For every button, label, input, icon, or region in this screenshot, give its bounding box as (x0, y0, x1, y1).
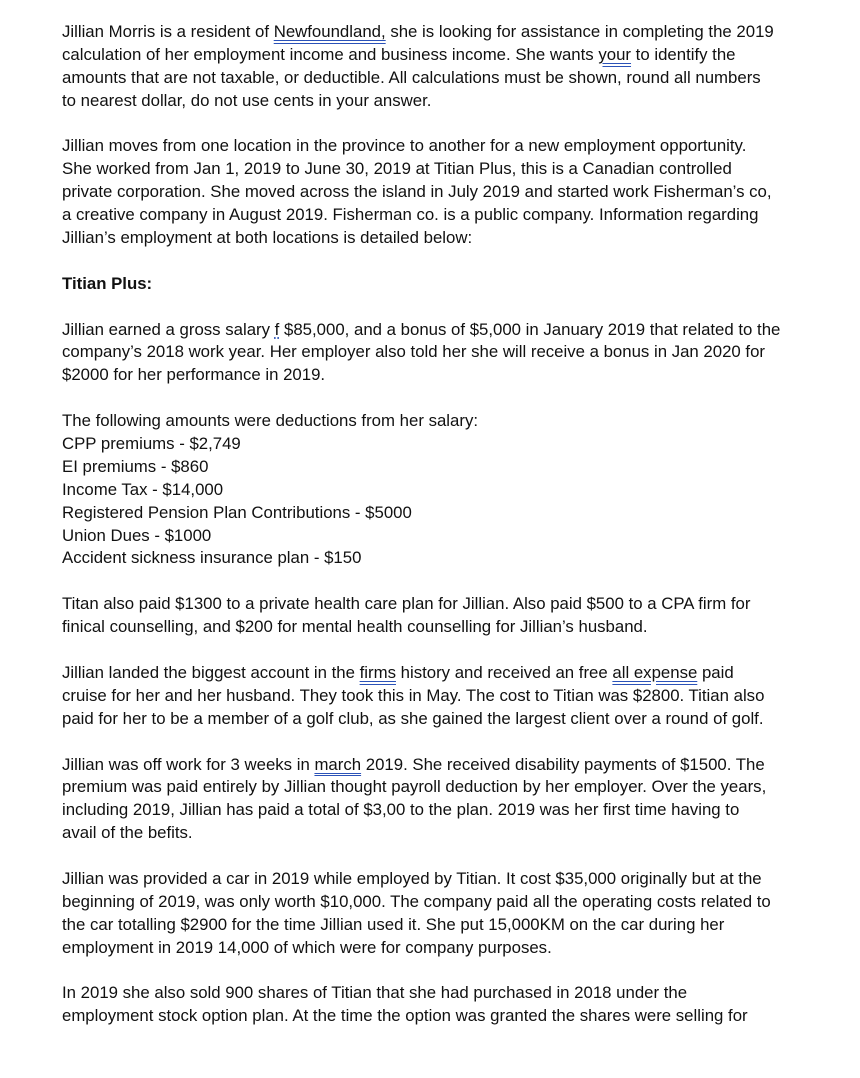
shares-line-2: employment stock option plan. At the time the option was granted the shares were selling for (62, 1006, 748, 1026)
health-line-1: Titan also paid $1300 to a private health care plan for Jillian. Also paid $500 to a CPA firm for (62, 594, 751, 614)
disability-line-2: premium was paid entirely by Jillian thought payroll deduction by her employer. Over the years, (62, 777, 767, 797)
cruise-paragraph (62, 662, 822, 731)
move-line-5: Jillian’s employment at both locations is detailed below: (62, 228, 473, 248)
move-line-1: Jillian moves from one location in the province to another for a new employment opportunity. (62, 136, 747, 156)
disability-line-4: avail of the befits. (62, 823, 193, 843)
deduction-item: Income Tax - $14,000 (62, 479, 224, 499)
text-run: $85,000, and a bonus of $5,000 in January 2019 that related to the (279, 319, 781, 339)
disability-paragraph (62, 754, 822, 846)
salary-line-2: company’s 2018 work year. Her employer also told her she will receive a bonus in Jan 2020 for (62, 342, 766, 362)
salary-line-1 (62, 319, 822, 342)
text-run: Jillian was off work for 3 weeks in (62, 754, 315, 774)
intro-line-2 (62, 44, 822, 67)
move-line-2: She worked from Jan 1, 2019 to June 30, 2019 at Titian Plus, this is a Canadian controlled (62, 159, 732, 179)
intro-line-1 (62, 21, 822, 44)
intro-line-3: amounts that are not taxable, or deductible. All calculations must be shown, round all numbers (62, 67, 761, 87)
spellcheck-underlined-word: march (314, 754, 362, 774)
spellcheck-underlined-word: all expense (612, 662, 698, 682)
deduction-item: Accident sickness insurance plan - $150 (62, 548, 362, 568)
move-paragraph (62, 135, 822, 249)
text-run: Jillian earned a gross salary (62, 319, 275, 339)
car-line-4: employment in 2019 14,000 of which were for company purposes. (62, 937, 552, 957)
text-run: history and received an free (395, 662, 613, 682)
cruise-line-3: paid for her to be a member of a golf club, as she gained the largest client over a round of golf. (62, 708, 764, 728)
deduction-item: CPP premiums - $2,749 (62, 434, 241, 454)
move-line-4: a creative company in August 2019. Fisherman co. is a public company. Information regarding (62, 205, 759, 225)
deduction-item: Registered Pension Plan Contributions - $5000 (62, 502, 412, 522)
cruise-line-2: cruise for her and her husband. They took this in May. The cost to Titian was $2800. Titian also (62, 685, 765, 705)
car-line-3: the car totalling $2900 for the time Jillian used it. She put 15,000KM on the car during her (62, 914, 725, 934)
document-page (62, 21, 822, 1028)
text-run: Jillian Morris is a resident of (62, 22, 274, 41)
health-paragraph (62, 593, 822, 639)
car-line-2: beginning of 2019, was only worth $10,000. The company paid all the operating costs related to (62, 891, 771, 911)
move-line-3: private corporation. She moved across the island in July 2019 and started work Fisherman’s co, (62, 182, 772, 202)
text-run: paid (697, 662, 734, 682)
car-paragraph (62, 868, 822, 960)
spellcheck-underlined-word: Newfoundland, (273, 22, 386, 41)
deductions-block (62, 410, 822, 570)
salary-line-3: $2000 for her performance in 2019. (62, 365, 326, 385)
text-run: she is looking for assistance in completing the 2019 (385, 22, 774, 41)
spellcheck-underlined-word: firms (359, 662, 396, 682)
intro-paragraph (62, 21, 822, 113)
deduction-item: EI premiums - $860 (62, 456, 209, 476)
spellcheck-underlined-word: your (598, 44, 632, 64)
grammar-underlined-word: f (274, 319, 280, 339)
section-heading (62, 273, 822, 296)
shares-line-1: In 2019 she also sold 900 shares of Titian that she had purchased in 2018 under the (62, 983, 688, 1003)
car-line-1: Jillian was provided a car in 2019 while employed by Titian. It cost $35,000 originally but at the (62, 868, 762, 888)
health-line-2: finical counselling, and $200 for mental health counselling for Jillian’s husband. (62, 617, 648, 637)
disability-line-1 (62, 754, 822, 777)
disability-line-3: including 2019, Jillian has paid a total of $3,00 to the plan. 2019 was her first time having to (62, 800, 740, 820)
deduction-item: Union Dues - $1000 (62, 525, 212, 545)
text-run: calculation of her employment income and business income. She wants (62, 44, 599, 64)
salary-paragraph (62, 319, 822, 388)
text-run: 2019. She received disability payments of $1500. The (361, 754, 765, 774)
deductions-intro: The following amounts were deductions from her salary: (62, 411, 478, 431)
intro-line-4: to nearest dollar, do not use cents in your answer. (62, 90, 432, 110)
section-heading-text: Titian Plus: (62, 273, 153, 293)
cruise-line-1 (62, 662, 822, 685)
text-run: to identify the (631, 44, 736, 64)
shares-paragraph (62, 982, 822, 1028)
text-run: Jillian landed the biggest account in the (62, 662, 360, 682)
